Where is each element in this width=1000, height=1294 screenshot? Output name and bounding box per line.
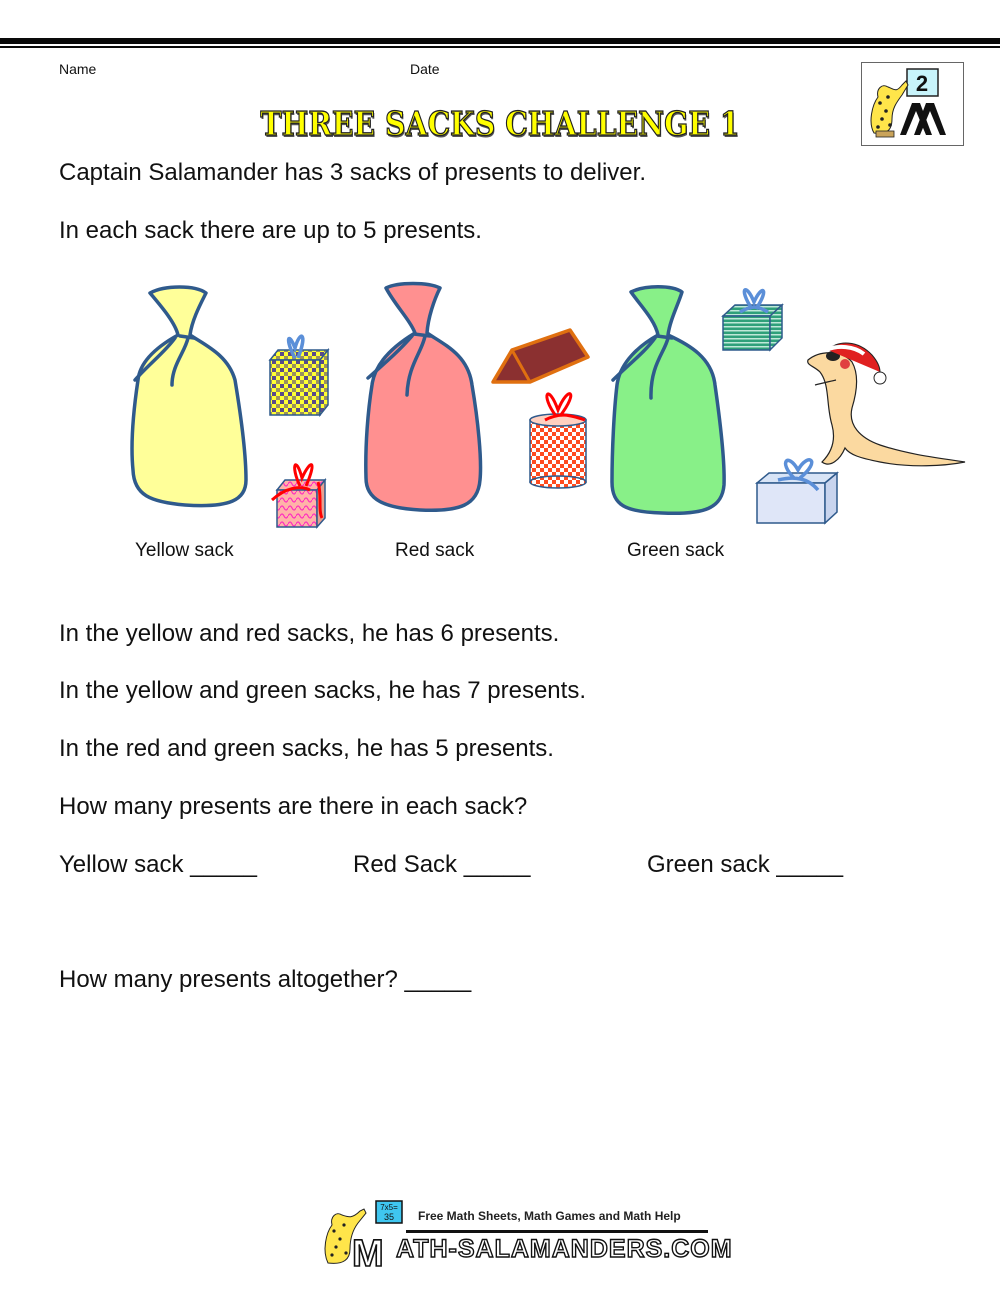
footer-site-link[interactable]: ATH-SALAMANDERS.COM [396, 1235, 733, 1263]
checkered-cylinder-present-icon [530, 394, 586, 488]
svg-text:35: 35 [383, 1212, 395, 1222]
footer-divider [406, 1230, 708, 1233]
page-title: THREE SACKS CHALLENGE 1 [260, 104, 740, 143]
footer-tagline: Free Math Sheets, Math Games and Math Help [418, 1209, 681, 1223]
light-blue-present-icon [757, 460, 837, 523]
date-label: Date [410, 61, 440, 77]
triangle-present-icon [493, 330, 588, 382]
green-sack-icon [612, 287, 724, 514]
intro-line-1: Captain Salamander has 3 sacks of presents to deliver. [59, 159, 646, 186]
sacks-illustration [0, 270, 1000, 530]
yellow-sack-icon [132, 287, 246, 506]
footer-logo [318, 1195, 733, 1270]
heart-present-icon [272, 465, 325, 527]
grade-logo [861, 62, 964, 146]
clue-red-green: In the red and green sacks, he has 5 presents. [59, 735, 554, 762]
name-label: Name [59, 61, 97, 77]
clue-yellow-red: In the yellow and red sacks, he has 6 presents. [59, 620, 560, 647]
red-sack-icon [366, 284, 481, 511]
answer-red-sack[interactable]: Red Sack _____ [353, 851, 531, 878]
intro-line-2: In each sack there are up to 5 presents. [59, 217, 482, 244]
svg-text:2: 2 [915, 71, 929, 96]
striped-present-icon [723, 290, 782, 350]
answer-yellow-sack[interactable]: Yellow sack _____ [59, 851, 257, 878]
header-rule-thick [0, 38, 1000, 44]
salamander-character-icon [808, 343, 965, 466]
svg-text:7x5=: 7x5= [380, 1203, 398, 1212]
green-sack-label: Green sack [627, 540, 725, 561]
header-rule-thin [0, 46, 1000, 48]
question-each-sack: How many presents are there in each sack? [59, 793, 528, 820]
svg-text:M: M [352, 1233, 384, 1270]
answer-total[interactable]: How many presents altogether? _____ [59, 966, 472, 993]
salamander-easel-icon [862, 63, 963, 145]
plaid-present-icon [270, 336, 328, 415]
answer-green-sack[interactable]: Green sack _____ [647, 851, 844, 878]
clue-yellow-green: In the yellow and green sacks, he has 7 presents. [59, 677, 586, 704]
red-sack-label: Red sack [395, 540, 475, 561]
yellow-sack-label: Yellow sack [135, 540, 234, 561]
